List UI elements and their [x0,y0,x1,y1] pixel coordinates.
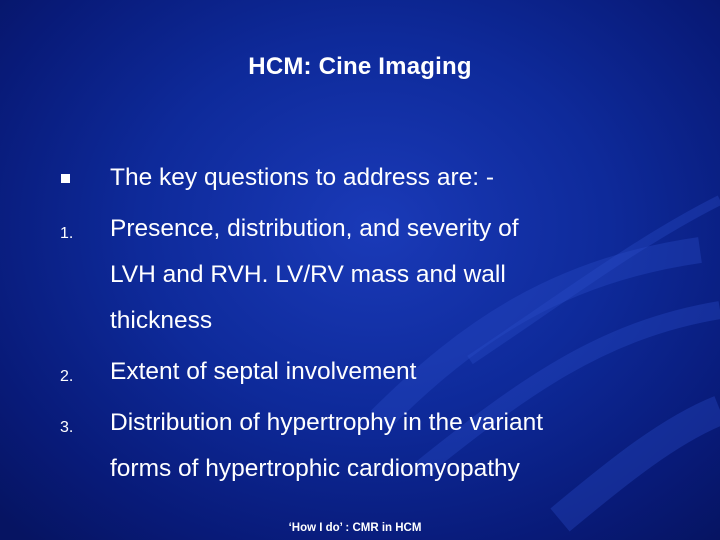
list-number: 2. [60,368,74,385]
slide-footer: ‘How I do’ : CMR in HCM [288,522,422,534]
square-bullet-icon [61,174,70,183]
list-item-line: thickness [110,307,213,334]
list-item-line: LVH and RVH. LV/RV mass and wall [110,261,506,288]
list-item-line: forms of hypertrophic cardiomyopathy [110,455,520,482]
list-item-line: Distribution of hypertrophy in the variant [110,409,544,436]
list-number: 1. [60,225,74,242]
list-item-line: Extent of septal involvement [110,358,417,385]
list-number: 3. [60,419,74,436]
list-item-line: Presence, distribution, and severity of [110,215,519,242]
slide-title: HCM: Cine Imaging [248,53,472,80]
intro-text: The key questions to address are: - [110,164,495,191]
